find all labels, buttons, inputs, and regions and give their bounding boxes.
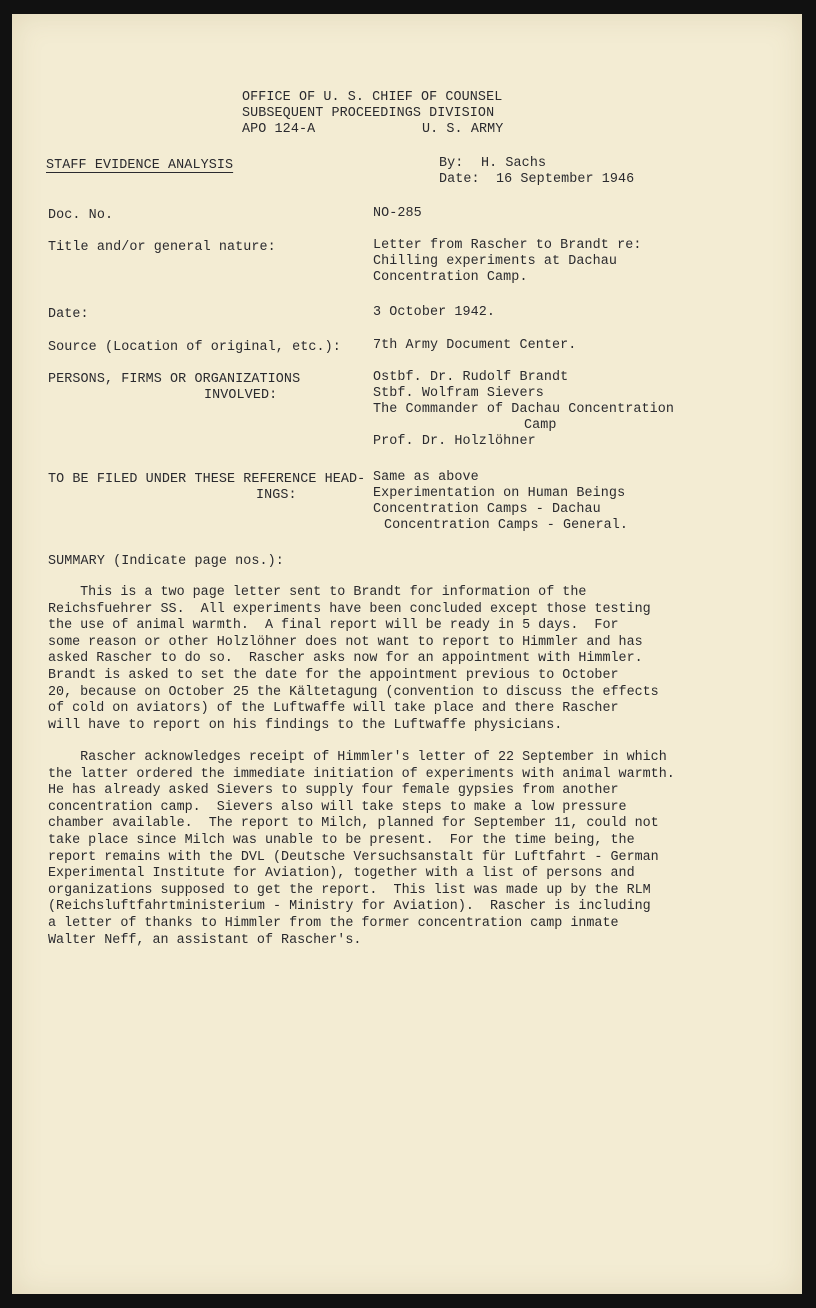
date-field-label: Date: [48, 307, 89, 322]
summary-line: Brandt is asked to set the date for the appointment previous to October [48, 667, 619, 683]
header-apo: APO 124-A [242, 122, 316, 137]
summary-line: Rascher acknowledges receipt of Himmler's letter of 22 September in which [48, 750, 667, 765]
summary-line: He has already asked Sievers to supply four female gypsies from another [48, 783, 619, 799]
summary-line: Reichsfuehrer SS. All experiments have been concluded except those testing [48, 601, 651, 617]
summary-line: chamber available. The report to Milch, planned for September 11, could not [48, 816, 659, 832]
summary-line: 20, because on October 25 the Kältetagung (convention to discuss the effects [48, 684, 659, 700]
date-value: 16 September 1946 [496, 172, 635, 187]
summary-line: the latter ordered the immediate initiation of experiments with animal warmth. [48, 766, 675, 782]
reference-line: Experimentation on Human Beings [373, 486, 626, 501]
reference-line: Concentration Camps - Dachau [373, 502, 601, 517]
doc-no-label: Doc. No. [48, 208, 114, 223]
reference-line: Concentration Camps - General. [384, 518, 629, 533]
summary-paragraph-1 [48, 585, 698, 734]
person-line: Camp [524, 418, 557, 433]
source-label: Source (Location of original, etc.): [48, 340, 341, 355]
summary-line: take place since Milch was unable to be present. For the time being, the [48, 832, 635, 848]
summary-line: the use of animal warmth. A final report will be ready in 5 days. For [48, 618, 619, 634]
summary-paragraph-2 [48, 750, 698, 949]
summary-line: (Reichsluftfahrtministerium - Ministry for Aviation). Rascher is including [48, 899, 651, 915]
summary-line: some reason or other Holzlöhner does not want to report to Himmler and has [48, 634, 643, 650]
reference-label: TO BE FILED UNDER THESE REFERENCE HEAD- [48, 472, 366, 487]
document-page [12, 14, 802, 1294]
reference-label-ings: INGS: [256, 488, 297, 503]
summary-line: Experimental Institute for Aviation), together with a list of persons and [48, 866, 635, 882]
summary-label: SUMMARY (Indicate page nos.): [48, 554, 284, 569]
summary-line: of cold on aviators) of the Luftwaffe will take place and there Rascher [48, 701, 619, 717]
title-line: Chilling experiments at Dachau [373, 254, 618, 269]
person-line: Ostbf. Dr. Rudolf Brandt [373, 370, 569, 385]
persons-label-involved: INVOLVED: [204, 388, 278, 403]
person-line: Prof. Dr. Holzlöhner [373, 434, 536, 449]
persons-label: PERSONS, FIRMS OR ORGANIZATIONS [48, 372, 301, 387]
header-division: SUBSEQUENT PROCEEDINGS DIVISION [242, 106, 495, 121]
title-line: Concentration Camp. [373, 270, 528, 285]
header-office: OFFICE OF U. S. CHIEF OF COUNSEL [242, 90, 503, 105]
by-value: H. Sachs [481, 156, 547, 171]
summary-line: organizations supposed to get the report. This list was made up by the RLM [48, 882, 651, 898]
title-label: Title and/or general nature: [48, 240, 276, 255]
summary-line: Walter Neff, an assistant of Rascher's. [48, 932, 362, 948]
summary-line: report remains with the DVL (Deutsche Versuchsanstalt für Luftfahrt - German [48, 849, 659, 865]
doc-no-value: NO-285 [373, 206, 422, 221]
analysis-title: STAFF EVIDENCE ANALYSIS [46, 158, 234, 173]
person-line: Stbf. Wolfram Sievers [373, 386, 544, 401]
by-label: By: [439, 156, 464, 171]
date-field-value: 3 October 1942. [373, 305, 496, 320]
summary-line: concentration camp. Sievers also will take steps to make a low pressure [48, 799, 627, 815]
reference-line: Same as above [373, 470, 479, 485]
title-line: Letter from Rascher to Brandt re: [373, 238, 642, 253]
person-line: The Commander of Dachau Concentration [373, 402, 675, 417]
header-army: U. S. ARMY [422, 122, 504, 137]
summary-line: will have to report on his findings to the Luftwaffe physicians. [48, 717, 563, 733]
summary-line: This is a two page letter sent to Brandt for information of the [48, 585, 587, 600]
summary-line: asked Rascher to do so. Rascher asks now for an appointment with Himmler. [48, 651, 643, 667]
date-label: Date: [439, 172, 480, 187]
source-value: 7th Army Document Center. [373, 338, 577, 353]
summary-line: a letter of thanks to Himmler from the former concentration camp inmate [48, 915, 619, 931]
